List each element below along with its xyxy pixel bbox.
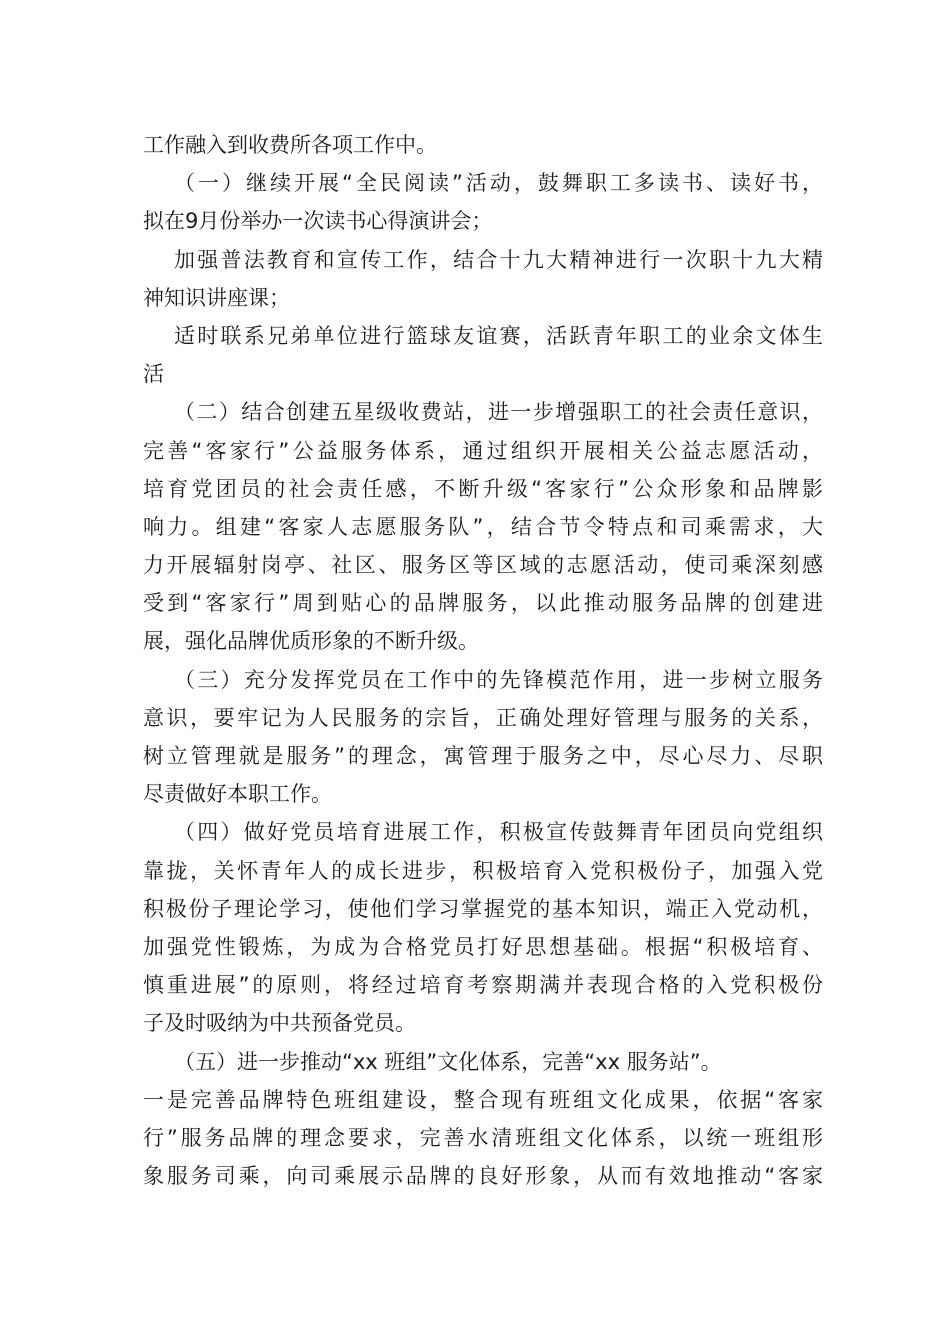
text-line: 完善“客家行”公益服务体系，通过组织开展相关公益志愿活动， — [143, 438, 827, 463]
text-line: 力开展辐射岗亭、社区、服务区等区域的志愿活动，使司乘深刻感 — [143, 553, 826, 578]
text-line: 积极份子理论学习，使他们学习掌握党的基本知识，端正入党动机， — [143, 896, 825, 921]
text-line: 行”服务品牌的理念要求，完善水清班组文化体系，以统一班组形 — [143, 1125, 826, 1150]
text-line: （一）继续开展“全民阅读”活动，鼓舞职工多读书、读好书， — [174, 171, 826, 196]
text-line: 活 — [143, 362, 164, 387]
text-line: 适时联系兄弟单位进行篮球友谊赛，活跃青年职工的业余文体生 — [174, 323, 826, 348]
text-line: 一是完善品牌特色班组建设，整合现有班组文化成果，依据“客家 — [143, 1087, 826, 1112]
text-line: 工作融入到收费所各项工作中。 — [143, 133, 437, 157]
text-line: 受到“客家行”周到贴心的品牌服务，以此推动服务品牌的创建进 — [143, 591, 827, 616]
text-line: 慎重进展”的原则，将经过培育考察期满并表现合格的入党积极份 — [143, 973, 826, 998]
text-line: 展，强化品牌优质形象的不断升级。 — [143, 629, 479, 654]
text-line: 子及时吸纳为中共预备党员。 — [143, 1011, 416, 1036]
text-line: 意识，要牢记为人民服务的宗旨，正确处理好管理与服务的关系， — [143, 705, 826, 730]
text-line: 树立管理就是服务”的理念，寓管理于服务之中，尽心尽力、尽职 — [143, 744, 826, 768]
text-line: （五）进一步推动“xx 班组”文化体系，完善“xx 服务站”。 — [174, 1049, 722, 1074]
document-body — [143, 126, 827, 1195]
text-line: 神知识讲座课； — [143, 285, 290, 310]
text-line: 培育党团员的社会责任感，不断升级“客家行”公众形象和品牌影 — [143, 476, 827, 501]
text-line: 拟在9月份举办一次读书心得演讲会； — [143, 209, 493, 234]
text-line: 加强党性锻炼，为成为合格党员打好思想基础。根据“积极培育、 — [143, 934, 826, 959]
text-line: 靠拢，关怀青年人的成长进步，积极培育入党积极份子，加强入党 — [143, 858, 826, 883]
text-line: 响力。组建“客家人志愿服务队”，结合节令特点和司乘需求，大 — [143, 514, 827, 539]
text-line: 加强普法教育和宣传工作，结合十九大精神进行一次职十九大精 — [174, 247, 826, 272]
text-line: （四）做好党员培育进展工作，积极宣传鼓舞青年团员向党组织 — [174, 820, 826, 845]
text-line: 尽责做好本职工作。 — [143, 782, 332, 807]
text-line: （三）充分发挥党员在工作中的先锋模范作用，进一步树立服务 — [174, 667, 826, 692]
text-line: （二）结合创建五星级收费站，进一步增强职工的社会责任意识， — [174, 400, 825, 425]
text-line: 象服务司乘，向司乘展示品牌的良好形象，从而有效地推动“客家 — [143, 1164, 826, 1189]
